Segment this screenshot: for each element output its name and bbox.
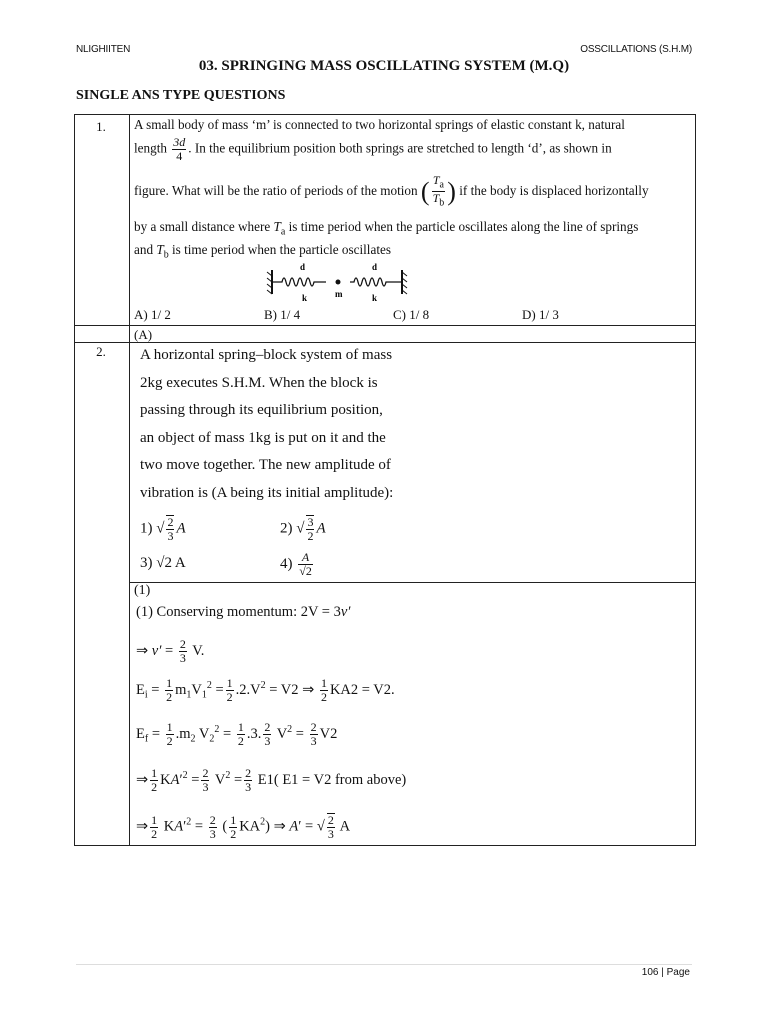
fig-label-d-right: d xyxy=(372,262,378,272)
solution-line-6-tail: A xyxy=(339,818,351,835)
solution-line-4-tail: V2 xyxy=(319,725,338,742)
q2-option-2: 2) √ $\frac{3}{2}$ A xyxy=(280,515,326,543)
q1-var-tb: T xyxy=(156,242,164,257)
page-number: 106 | Page xyxy=(641,967,690,978)
q1-line-2 xyxy=(134,136,612,163)
q1-answer: (A) xyxy=(134,327,153,342)
fraction-numerator: 3d xyxy=(173,135,186,149)
q2-opt2-den: 2 xyxy=(307,529,314,543)
solution-line-5-tail: E1( E1 = V2 from above) xyxy=(257,771,407,788)
fraction-3d-over-4 xyxy=(172,136,186,163)
section-heading: SINGLE ANS TYPE QUESTIONS xyxy=(76,88,286,103)
q1-var-ta: T xyxy=(273,219,281,234)
table-row-divider xyxy=(74,325,696,326)
q1-option-a: A) 1/ 2 xyxy=(134,307,171,322)
table-row-divider xyxy=(129,582,696,583)
solution-line-1 xyxy=(136,604,350,621)
q1-line-2-tail: . In the equilibrium position both springs are stretched to length ‘d’, as shown in xyxy=(188,140,612,156)
header-right-chapter: OSSCILLATIONS (S.H.M) xyxy=(580,44,692,55)
fig-label-d-left: d xyxy=(300,262,306,272)
solution-momentum-text: (1) Conserving momentum: 2V = 3 xyxy=(136,604,341,620)
frac-num: 2 xyxy=(179,637,186,651)
q1-line-4-head: by a small distance where xyxy=(134,219,271,234)
implies-arrow: ⇒ xyxy=(136,642,149,659)
q2-option-2-label: 2) xyxy=(280,520,293,537)
solution-line-4: $E_f$ = $\frac{1}{2}$ $.m_2$ $V_2^2$ = $\frac{1}{2}$ .3. $\frac{2}{3}$ $V^2$ = $\frac{2}{3}$ V2 xyxy=(136,720,338,748)
q1-line-4 xyxy=(134,220,638,238)
table-row-divider xyxy=(74,342,130,343)
q2-opt2-var: A xyxy=(316,520,326,537)
q1-var-tb-sub: b xyxy=(163,249,169,261)
solution-line-6: ⇒ $\frac{1}{2}$ $KA'^2$ = $\frac{2}{3}$ ( $\frac{1}{2}$ $KA^2$) ⇒ A′ = √ $\frac{2}{3}$ A xyxy=(136,812,351,841)
page-title: 03. SPRINGING MASS OSCILLATING SYSTEM (M.Q) xyxy=(198,58,570,74)
q2-line: 2kg executes S.H.M. When the block is xyxy=(140,374,378,391)
q1-line-5-head: and xyxy=(134,242,154,257)
table-column-divider xyxy=(129,114,130,846)
q2-option-2-fraction xyxy=(306,515,314,543)
ratio-numerator-sub: a xyxy=(439,179,444,191)
solution-vprime-2: v′ xyxy=(151,642,162,659)
q2-opt4-num: A xyxy=(301,550,310,564)
spring-mass-figure xyxy=(262,258,412,306)
q1-line-5-tail: is time period when the particle oscillates xyxy=(171,242,391,257)
solution-line-5: ⇒ $\frac{1}{2}$ $KA'^2$ = $\frac{2}{3}$ $V^2$ = $\frac{2}{3}$ E1( E1 = V2 from above) xyxy=(136,766,407,794)
solution-line-3-mid: = V2 ⇒ xyxy=(269,681,315,698)
q1-option-c: C) 1/ 8 xyxy=(393,307,430,322)
mass-block xyxy=(336,280,341,285)
q1-line-3-head: figure. What will be the ratio of periods of the motion xyxy=(134,182,418,198)
q1-var-ta-sub: a xyxy=(280,226,286,238)
equals-sign: = xyxy=(165,642,174,659)
solution-line-3-tail: KA2 = V2. xyxy=(329,681,395,698)
fig-label-k-right: k xyxy=(372,293,378,303)
q2-opt2-num: 3 xyxy=(307,515,314,529)
q2-option-1-fraction xyxy=(166,515,174,543)
fig-label-mass: m xyxy=(335,289,343,299)
q2-line: two move together. The new amplitude of xyxy=(140,457,391,473)
q1-line-1: A small body of mass ‘m’ is connected to two horizontal springs of elastic constant k, natural xyxy=(134,117,625,132)
q2-option-4 xyxy=(280,551,315,578)
q2-answer: (1) xyxy=(134,583,151,598)
q2-opt1-den: 3 xyxy=(167,529,174,543)
solution-v: V. xyxy=(192,642,205,659)
q2-option-3: 3) √2 A xyxy=(140,555,186,571)
q2-line: passing through its equilibrium position, xyxy=(140,402,383,418)
left-spring xyxy=(272,278,326,286)
question-number-1: 1. xyxy=(96,119,106,134)
solution-line-2 xyxy=(136,638,204,665)
ratio-denominator-sub: b xyxy=(439,197,445,209)
header-left-brand: NLIGHIITEN xyxy=(76,44,131,55)
q2-option-4-fraction xyxy=(298,551,313,578)
q2-line: an object of mass 1kg is put on it and the xyxy=(140,429,386,446)
q2-opt4-den: √2 xyxy=(299,564,312,578)
ratio-numerator: T xyxy=(432,173,440,187)
q2-opt1-var: A xyxy=(176,520,186,537)
q1-option-b: B) 1/ 4 xyxy=(264,307,301,322)
solution-line-3: $E_i$ = $\frac{1}{2}$ $m_1V_1^2$ = $\frac{1}{2}$ $.2.V^2 = V2$ ⇒ $\frac{1}{2}$ KA2 = V2. xyxy=(136,676,395,704)
frac-den: 3 xyxy=(179,651,186,665)
period-ratio-fraction xyxy=(432,174,446,210)
q2-opt1-num: 2 xyxy=(167,515,174,529)
q2-option-1: 1) √ $\frac{2}{3}$ A xyxy=(140,515,186,543)
question-number-2: 2. xyxy=(96,344,106,359)
solution-vprime: v′ xyxy=(340,604,351,620)
q2-line: vibration is (A being its initial amplitude): xyxy=(140,484,394,501)
q1-length-label: length xyxy=(134,140,167,156)
q1-line-4-tail: is time period when the particle oscillates along the line of springs xyxy=(288,219,639,234)
footer-divider xyxy=(76,964,692,965)
fig-label-k-left: k xyxy=(302,293,308,303)
q1-line-3: figure. What will be the ratio of periods of the motion ( $\frac{T_a}{T_b}$ ) if the body is displaced horizontally xyxy=(134,173,649,209)
fraction-denominator: 4 xyxy=(176,149,183,163)
q1-option-d: D) 1/ 3 xyxy=(522,307,559,322)
two-thirds-fraction xyxy=(179,638,187,665)
ratio-denominator: T xyxy=(432,191,440,206)
right-spring xyxy=(350,278,402,286)
q2-line: A horizontal spring–block system of mass xyxy=(140,347,393,363)
question-2-text xyxy=(140,342,420,507)
q2-option-1-label: 1) xyxy=(140,520,153,537)
q2-option-4-label: 4) xyxy=(280,555,293,572)
q1-line-3-tail: if the body is displaced horizontally xyxy=(459,182,649,198)
